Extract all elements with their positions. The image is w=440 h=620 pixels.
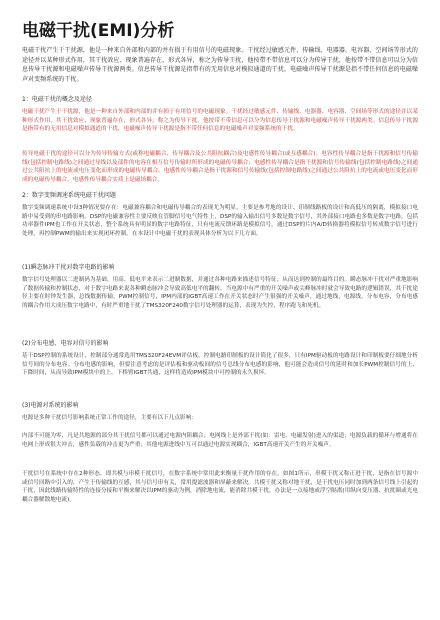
section1-heading: 1：电磁干扰的概念及途径 — [22, 96, 92, 103]
intro-paragraph: 电磁干扰产生于干扰源，他是一种来自外部和内部的并有损于有用信号的电磁现象。干扰经过敏感元件、传输线、电器器、电容器、空间场等形式的途径并以某种形式作用，其干扰效应、现象普遍存在，形式各异，称之为传导干扰，他按带不带信息可以分为传导干扰，他按带不带信息可以分为信息传导干扰源和电磁噪声传导干扰源两类。信息传导干扰源是指带有的无用信息对模拟通道的干扰，电磁噪声传导干扰源是指不带任何信息的电磁噪声对变频系统的干扰。 — [22, 47, 418, 83]
document-title: 电磁干扰(EMI)分析 — [22, 21, 175, 41]
section2-paragraph-1: 数字变频调速系统中设3种情况要存在：电磁兼容耦合和电磁传导耦合的表现尤为明显，主要是参考地的设计、印制线路板的设计和高低压的隔离，模拟接口电路中易受到的串电路影响。DSP的电磁兼容性主要反映在管脚信号电气特性上，DSP的输入输出信号多数是数字信号，其外部接口电路也多数是数字电路，包括功率器件IPM也工作在开关状态，整个系统具有明显的数字电路特征，只有电流反馈环路是模拟信号，通过DSP的片内A/D转换器将模拟信号转成数字信号进行处理，再控制PWM的输出来实现闭环控制。在本设计中电磁干扰的表现具体分析为以下几方面。 — [22, 205, 418, 237]
item3-paragraph-1: 电源是多种干扰信号影响系统正常工作的途径，主要有以下几点影响： — [22, 415, 197, 421]
section1-paragraph-1: 电磁干扰产生于干扰源，他是一种来自外部和内部的并有损于有用信号的电磁现象。干扰经过敏感元件、传输线、电器器、电容器、空间场等形式的途径并以某种形式作用，其干扰效应、现象普遍存在，形式各异，称之为传导干扰，他按带不带信息可以分为信息传导干扰源和电磁噪声传导干扰源两类。信息传导干扰源是指带有的无用信息对模拟通道的干扰，电磁噪声传导干扰源是指不带任何信息的电磁噪声对变频系统的干扰。 — [22, 109, 418, 133]
item3-heading: (3)电源对系统的影响 — [22, 402, 79, 409]
item1-heading: (1)瞬态脉冲干扰对数字电路的影响 — [22, 264, 115, 271]
item2-paragraph: 基于DSP控制的系统设计，控制部分通常选用TMS320F24EVM评估板，控制电路印制板的设计简化了很多，只有IPM驱动板的电路设计和印制板要仔细地分析信号间的分布电容。分布电感的影响，但要注意考虑的是评估板和驱动板间的信号总线分布电感的影响，他可能会造成信号的延时和加长PWM控制信号的上、下降时间，从而导致IPM模块中的上、下桥臂IGBT共通，这样将造成IPM模块中可控制的永久损坏。 — [22, 353, 418, 377]
item1-paragraph: 数字信号处理器以二进制码为基础。用高、低电平来表示二进制数据，并通过各种电路来描述信号特征；从而达到控制的最终目的。瞬态脉冲干扰对严重地影响了数据传输和控制状态，对于数字电路来说各种瞬态脉冲会导致高低电平的翻转，当电源中有严重的开关噪声或尖峰脉冲时就会导致电路的逻辑错误，其干扰途径主要在时钟发生器，总线数据传输，PWM控制信号，IPM内部的IGBT高速工作在开关状态时产生很强的开关噪声，通过地线，电源线，分布电容，分布电感的耦合作用大成压数字电路中，有时严重地干扰了TMS320F240数字信号处理器的运算，表现为失控，程序跑飞和死机。 — [22, 277, 418, 309]
item3-paragraph-3: 干扰信号在系统中存在2种形态，即共模与串模干扰信号，在数字系统中常用此来衡量干扰作用的存在。如图1所示，串模干扰又称正进干扰，是指在信号源中或信号回路中引入的，产生于传输线的互感，其与信号串有关，常用提滤波器和屏蔽来解决。共模干扰又称对地干扰，是干扰电压同时加到两条信号线上引起的干扰，因此线路传输特性的连接分接和平衡来解决以IPM的驱动为例，消除地电流，能消除共模干扰，办法是一点接地或浮空隔离(用纵向变压器、抗扰圈或光电耦合器解散地电流)。 — [22, 471, 419, 503]
section2-heading: 2：数字变频调速系统电磁干扰问题 — [22, 192, 116, 199]
section1-paragraph-2: 传导电磁干扰的途径可以分为传导传输方式(或称电磁耦合、传导耦合及公共阻抗耦合)及电感性传导耦合(或互感耦合)。电容性传导耦合是指干扰源和信号传输线(包括控制电路线)之间通过导线以及部件的电容在相互信号传输时所形成的电磁传导耦合；电感性传导耦合是指干扰源和信号传输线(包括控制电路线)之间通过公共阻抗上的电流或电压变化而形成的电磁传导耦合。电感性传导耦合是指干扰源和信号传输线(包括控制电路线)之间通过公共阻抗上的电流或电压变化而形成的电磁传导耦合，电感性传导耦合实质上是磁场耦合。 — [22, 151, 418, 183]
item2-heading: (2)分布电感、电容对信号的影响 — [22, 340, 109, 347]
item3-paragraph-2: 内部不可能为零，凡是共地源的部分其干扰信号都可以通过电源内阻耦合；电网线上是外部干扰(如：雷电、电磁发射)进入的渠道；电源负载的循环与增通将在电网上形成很大冲击，感性负载的冲击更为严重；其他电源进线中互可以通过电源实现耦合，IGBT高速开关产生的开关噪声。 — [22, 433, 418, 448]
